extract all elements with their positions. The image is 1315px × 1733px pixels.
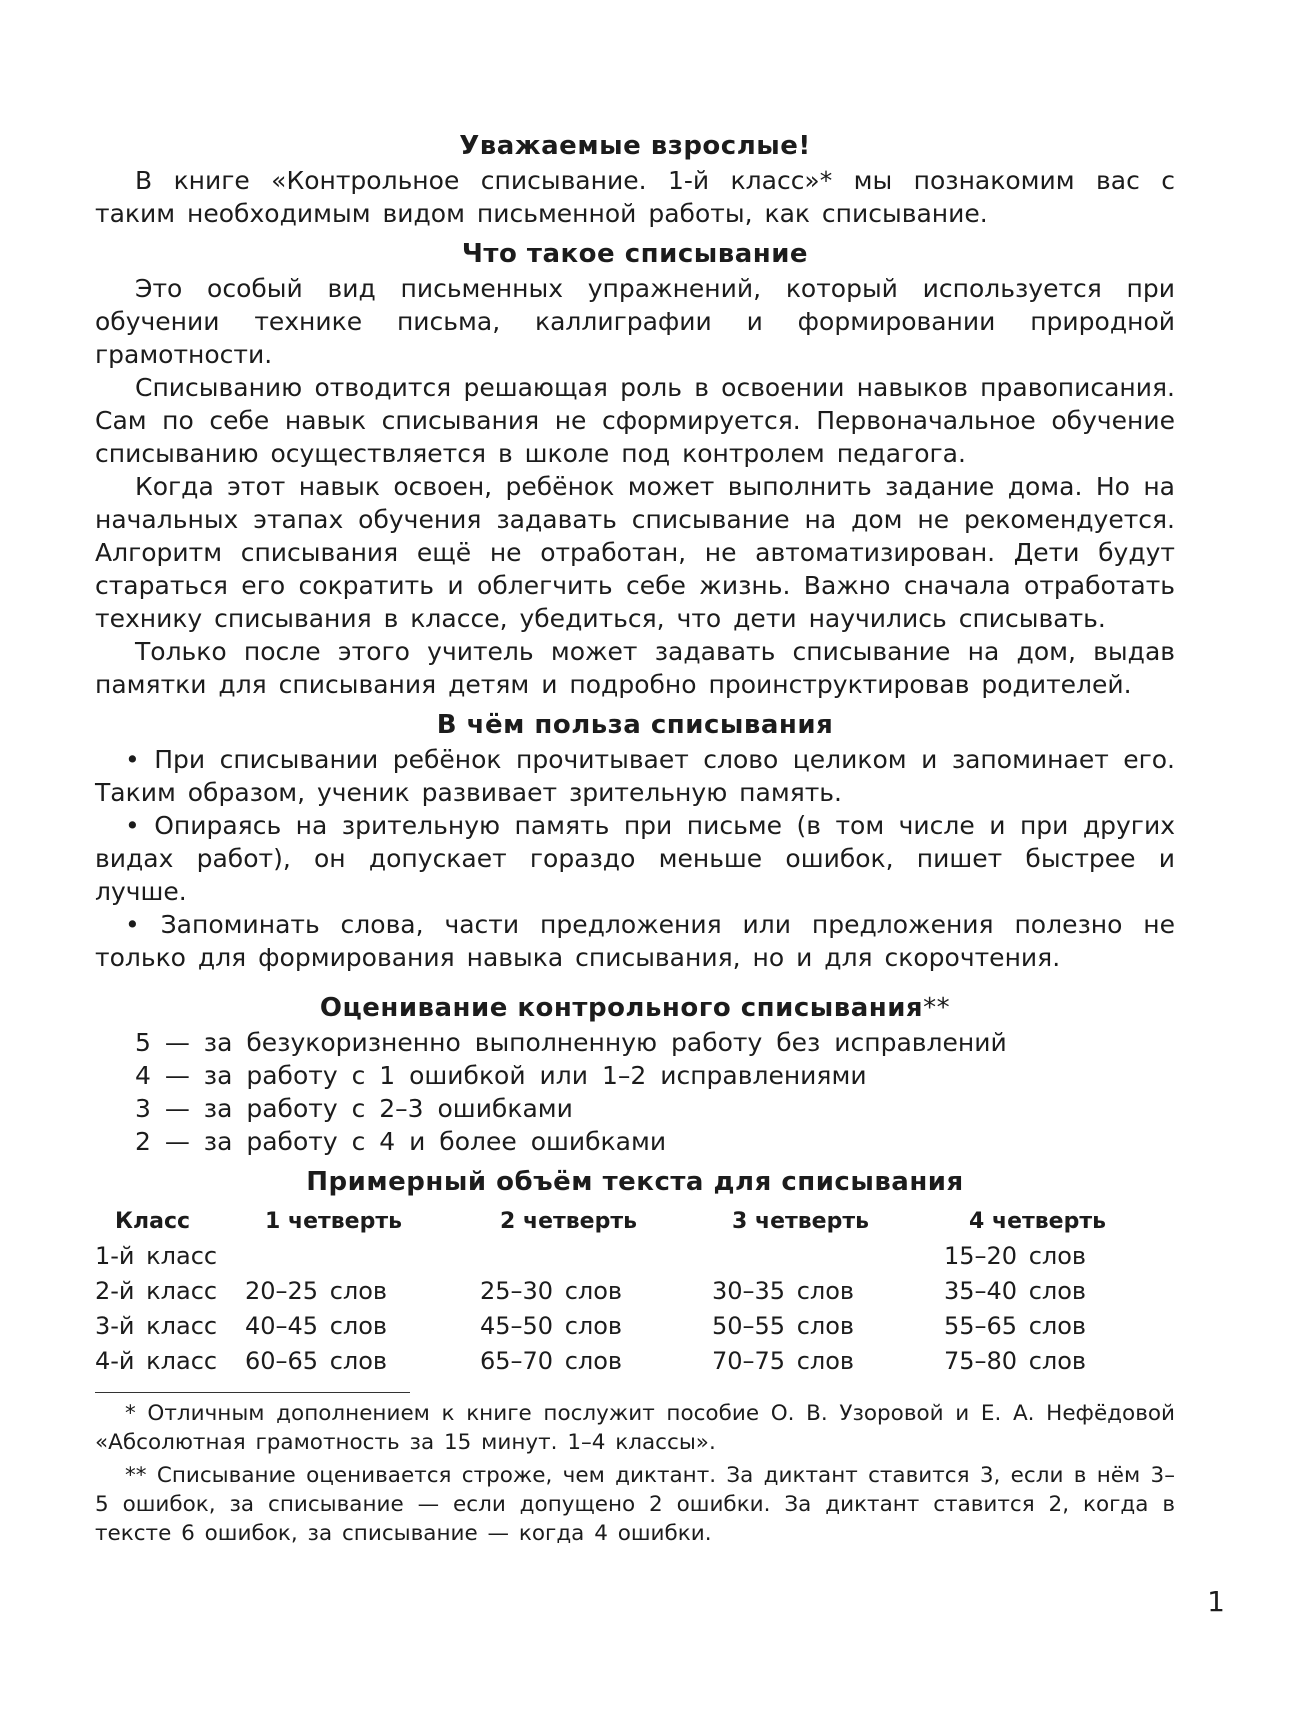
- volume-table: [95, 1204, 1175, 1378]
- paragraph-2: Списыванию отводится решающая роль в освоении навыков правописания. Сам по себе навык списывания не сформируется. Первоначальное обучение списыванию осуществляется в школе под контролем педагога.: [95, 373, 1175, 468]
- table-cell: [245, 1238, 480, 1273]
- table-cell: 35–40 слов: [944, 1276, 1087, 1305]
- grade-item: 5 — за безукоризненно выполненную работу без исправлений: [135, 1028, 1007, 1057]
- grade-item: 3 — за работу с 2–3 ошибками: [135, 1094, 573, 1123]
- paragraph-4: Только после этого учитель может задавать списывание на дом, выдав памятки для списывания детям и подробно проинструктировав родителей.: [95, 637, 1175, 699]
- grade-item: 4 — за работу с 1 ошибкой или 1–2 исправлениями: [135, 1061, 867, 1090]
- paragraph-3: Когда этот навык освоен, ребёнок может выполнить задание дома. Но на начальных этапах обучения задавать списывание на дом не рекомендуется. Алгоритм списывания ещё не отработан, не автоматизирован. Дети будут стараться его сократить и облегчить себе жизнь. Важно сначала отработать технику списывания в классе, убедиться, что дети научились списывать.: [95, 472, 1175, 633]
- table-cell: 55–65 слов: [944, 1311, 1087, 1340]
- table-cell: 50–55 слов: [712, 1311, 855, 1340]
- header-q3: 3 четверть: [732, 1208, 869, 1234]
- header-q1: 1 четверть: [265, 1208, 402, 1234]
- heading-dear-adults: Уважаемые взрослые!: [459, 131, 811, 161]
- page-number: 1: [1207, 1585, 1225, 1618]
- table-cell: 70–75 слов: [712, 1346, 855, 1375]
- heading-text-volume: Примерный объём текста для списывания: [306, 1167, 964, 1197]
- heading-benefits: В чём польза списывания: [436, 710, 834, 740]
- table-cell: [480, 1238, 712, 1273]
- page-content: [95, 128, 1175, 1548]
- footnote-divider: [95, 1392, 410, 1393]
- table-row: [95, 1273, 1175, 1308]
- header-q2: 2 четверть: [500, 1208, 637, 1234]
- table-cell: 60–65 слов: [245, 1346, 388, 1375]
- table-cell: 75–80 слов: [944, 1346, 1087, 1375]
- table-row: [95, 1343, 1175, 1378]
- table-cell: 45–50 слов: [480, 1311, 623, 1340]
- table-cell: 30–35 слов: [712, 1276, 855, 1305]
- table-cell: 1-й класс: [95, 1241, 218, 1270]
- bullet-item: • При списывании ребёнок прочитывает слово целиком и запоминает его. Таким образом, ученик развивает зрительную память.: [95, 745, 1175, 807]
- heading-what-is-copying: Что такое списывание: [461, 239, 809, 269]
- table-cell: 25–30 слов: [480, 1276, 623, 1305]
- intro-paragraph: В книге «Контрольное списывание. 1-й класс»* мы познакомим вас с таким необходимым видом письменной работы, как списывание.: [95, 166, 1175, 228]
- table-cell: 15–20 слов: [944, 1241, 1087, 1270]
- table-cell: 4-й класс: [95, 1346, 218, 1375]
- table-cell: 40–45 слов: [245, 1311, 388, 1340]
- header-q4: 4 четверть: [969, 1208, 1106, 1234]
- grade-item: 2 — за работу с 4 и более ошибками: [135, 1127, 667, 1156]
- footnote-2: ** Списывание оценивается строже, чем диктант. За диктант ставится 3, если в нём 3–5 ошибок, за списывание — если допущено 2 ошибки. За диктант ставится 2, когда в тексте 6 ошибок, за списывание — когда 4 ошибки.: [95, 1463, 1175, 1546]
- bullet-item: • Опираясь на зрительную память при письме (в том числе и при других видах работ), он допускает гораздо меньше ошибок, пишет быстрее и лучше.: [95, 811, 1175, 906]
- footnote-mark: **: [923, 993, 951, 1023]
- table-row: [95, 1238, 1175, 1273]
- bullet-item: • Запоминать слова, части предложения или предложения полезно не только для формирования навыка списывания, но и для скорочтения.: [95, 910, 1175, 972]
- table-cell: 65–70 слов: [480, 1346, 623, 1375]
- table-row: [95, 1308, 1175, 1343]
- grades-list: [135, 1026, 1175, 1158]
- table-cell: 3-й класс: [95, 1311, 218, 1340]
- table-cell: 20–25 слов: [245, 1276, 388, 1305]
- table-cell: 2-й класс: [95, 1276, 218, 1305]
- paragraph-1: Это особый вид письменных упражнений, который используется при обучении технике письма, каллиграфии и формировании природной грамотности.: [95, 274, 1175, 369]
- heading-grading-text: Оценивание контрольного списывания: [319, 993, 924, 1023]
- heading-grading: [95, 990, 1175, 1026]
- header-class: Класс: [115, 1208, 191, 1234]
- table-header-row: [95, 1204, 1175, 1238]
- table-cell: [712, 1238, 944, 1273]
- footnote-1: * Отличным дополнением к книге послужит пособие О. В. Узоровой и Е. А. Нефёдовой «Абсолютная грамотность за 15 минут. 1–4 классы».: [95, 1401, 1175, 1455]
